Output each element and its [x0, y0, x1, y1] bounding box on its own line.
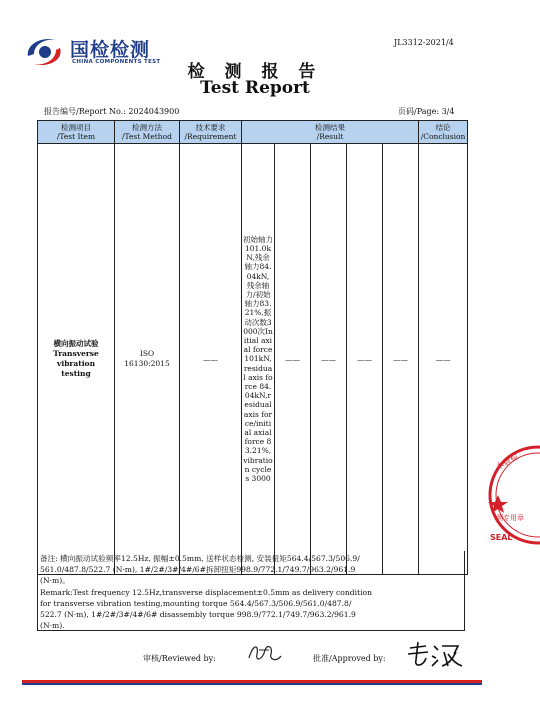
- remark-line: 561.0/487.8/522.7 (N·m), 1#/2#/3#/4#/6#拆卸扭矩998.9/772.1/749.7/963.2/961.9: [40, 565, 356, 575]
- reviewer-signature: [245, 640, 285, 666]
- cell-result-3: [311, 144, 347, 575]
- page-number: 页码/Page: 3/4: [398, 107, 455, 116]
- conclusion-value: ——: [435, 354, 451, 364]
- svg-text:木晨检: 木晨检: [494, 451, 520, 472]
- official-seal: [480, 440, 540, 550]
- title-english: Test Report: [200, 78, 310, 98]
- cell-result-main: [242, 144, 275, 575]
- approver-signature: [404, 640, 464, 670]
- cell-result-4: [347, 144, 383, 575]
- svg-text:测专用章: 测专用章: [496, 514, 524, 522]
- test-item-text: 横向振动试验 Transverse vibration testing: [53, 339, 99, 378]
- reviewed-by-label: 审核/Reviewed by:: [143, 654, 216, 663]
- svg-text:SEAL: SEAL: [490, 533, 513, 542]
- result-value-3: ——: [321, 354, 336, 364]
- approved-by-label: 批准/Approved by:: [313, 654, 386, 663]
- table-header-row: [38, 121, 468, 144]
- remark-line: Remark:Test frequency 12.5Hz,transverse displacement±0.5mm as delivery condition: [40, 587, 373, 597]
- report-number: 报告编号/Report No.: 2024043900: [44, 107, 180, 116]
- header-result: 检测结果 /Result: [242, 121, 419, 144]
- results-table: [37, 120, 468, 575]
- cell-conclusion: [419, 144, 468, 575]
- header-test-method: 检测方法 /Test Method: [115, 121, 180, 144]
- header-requirement: 技术要求 /Requirement: [180, 121, 242, 144]
- logo-chinese-text: 国检检测: [70, 39, 151, 61]
- header-conclusion: 结论 /Conclusion: [419, 121, 468, 144]
- footer-bar-blue: [22, 683, 482, 685]
- cell-requirement: [180, 144, 242, 575]
- header-test-item: 检测项目 /Test Item: [38, 121, 115, 144]
- table-row: [38, 144, 468, 575]
- requirement-value: ——: [203, 354, 218, 364]
- document-code: JL3312-2021/4: [394, 38, 454, 47]
- logo-english-text: CHINA COMPONENTS TEST: [72, 59, 161, 65]
- cell-test-item: [38, 144, 115, 575]
- cell-result-2: [275, 144, 311, 575]
- cell-result-5: [383, 144, 419, 575]
- cell-test-method: [115, 144, 180, 575]
- remark-line: 备注: 横向振动试验频率12.5Hz, 振幅±0.5mm, 送样状态检测, 安装扭矩564.4/567.3/506.9/: [40, 554, 360, 563]
- remark-line: for transverse vibration testing,mounting torque 564.4/567.3/506.9/561.0/487.8/: [40, 598, 352, 608]
- remark-line: 522.7 (N·m), 1#/2#/3#/4#/6# disassembly torque 998.9/772.1/749.7/963.2/961.9: [40, 610, 356, 620]
- result-value-2: ——: [285, 354, 300, 364]
- remark-line: (N·m).: [40, 621, 65, 631]
- remark-line: (N·m)。: [40, 576, 70, 586]
- result-main-text: 初始轴力101.0kN,残余轴力84.04kN,残余轴力/初始轴力83.21%,振动次数3000次Initial axial force 101kN,residual axis force 84.04kN,residual axis force/initial axial force 83.21%,vibration cycles 3000: [243, 234, 273, 484]
- title-chinese: 检 测 报 告: [187, 62, 323, 82]
- result-value-4: ——: [357, 354, 372, 364]
- result-value-5: ——: [393, 354, 409, 364]
- test-method-text: ISO 16130:2015: [124, 349, 170, 368]
- remark-box: [37, 551, 465, 631]
